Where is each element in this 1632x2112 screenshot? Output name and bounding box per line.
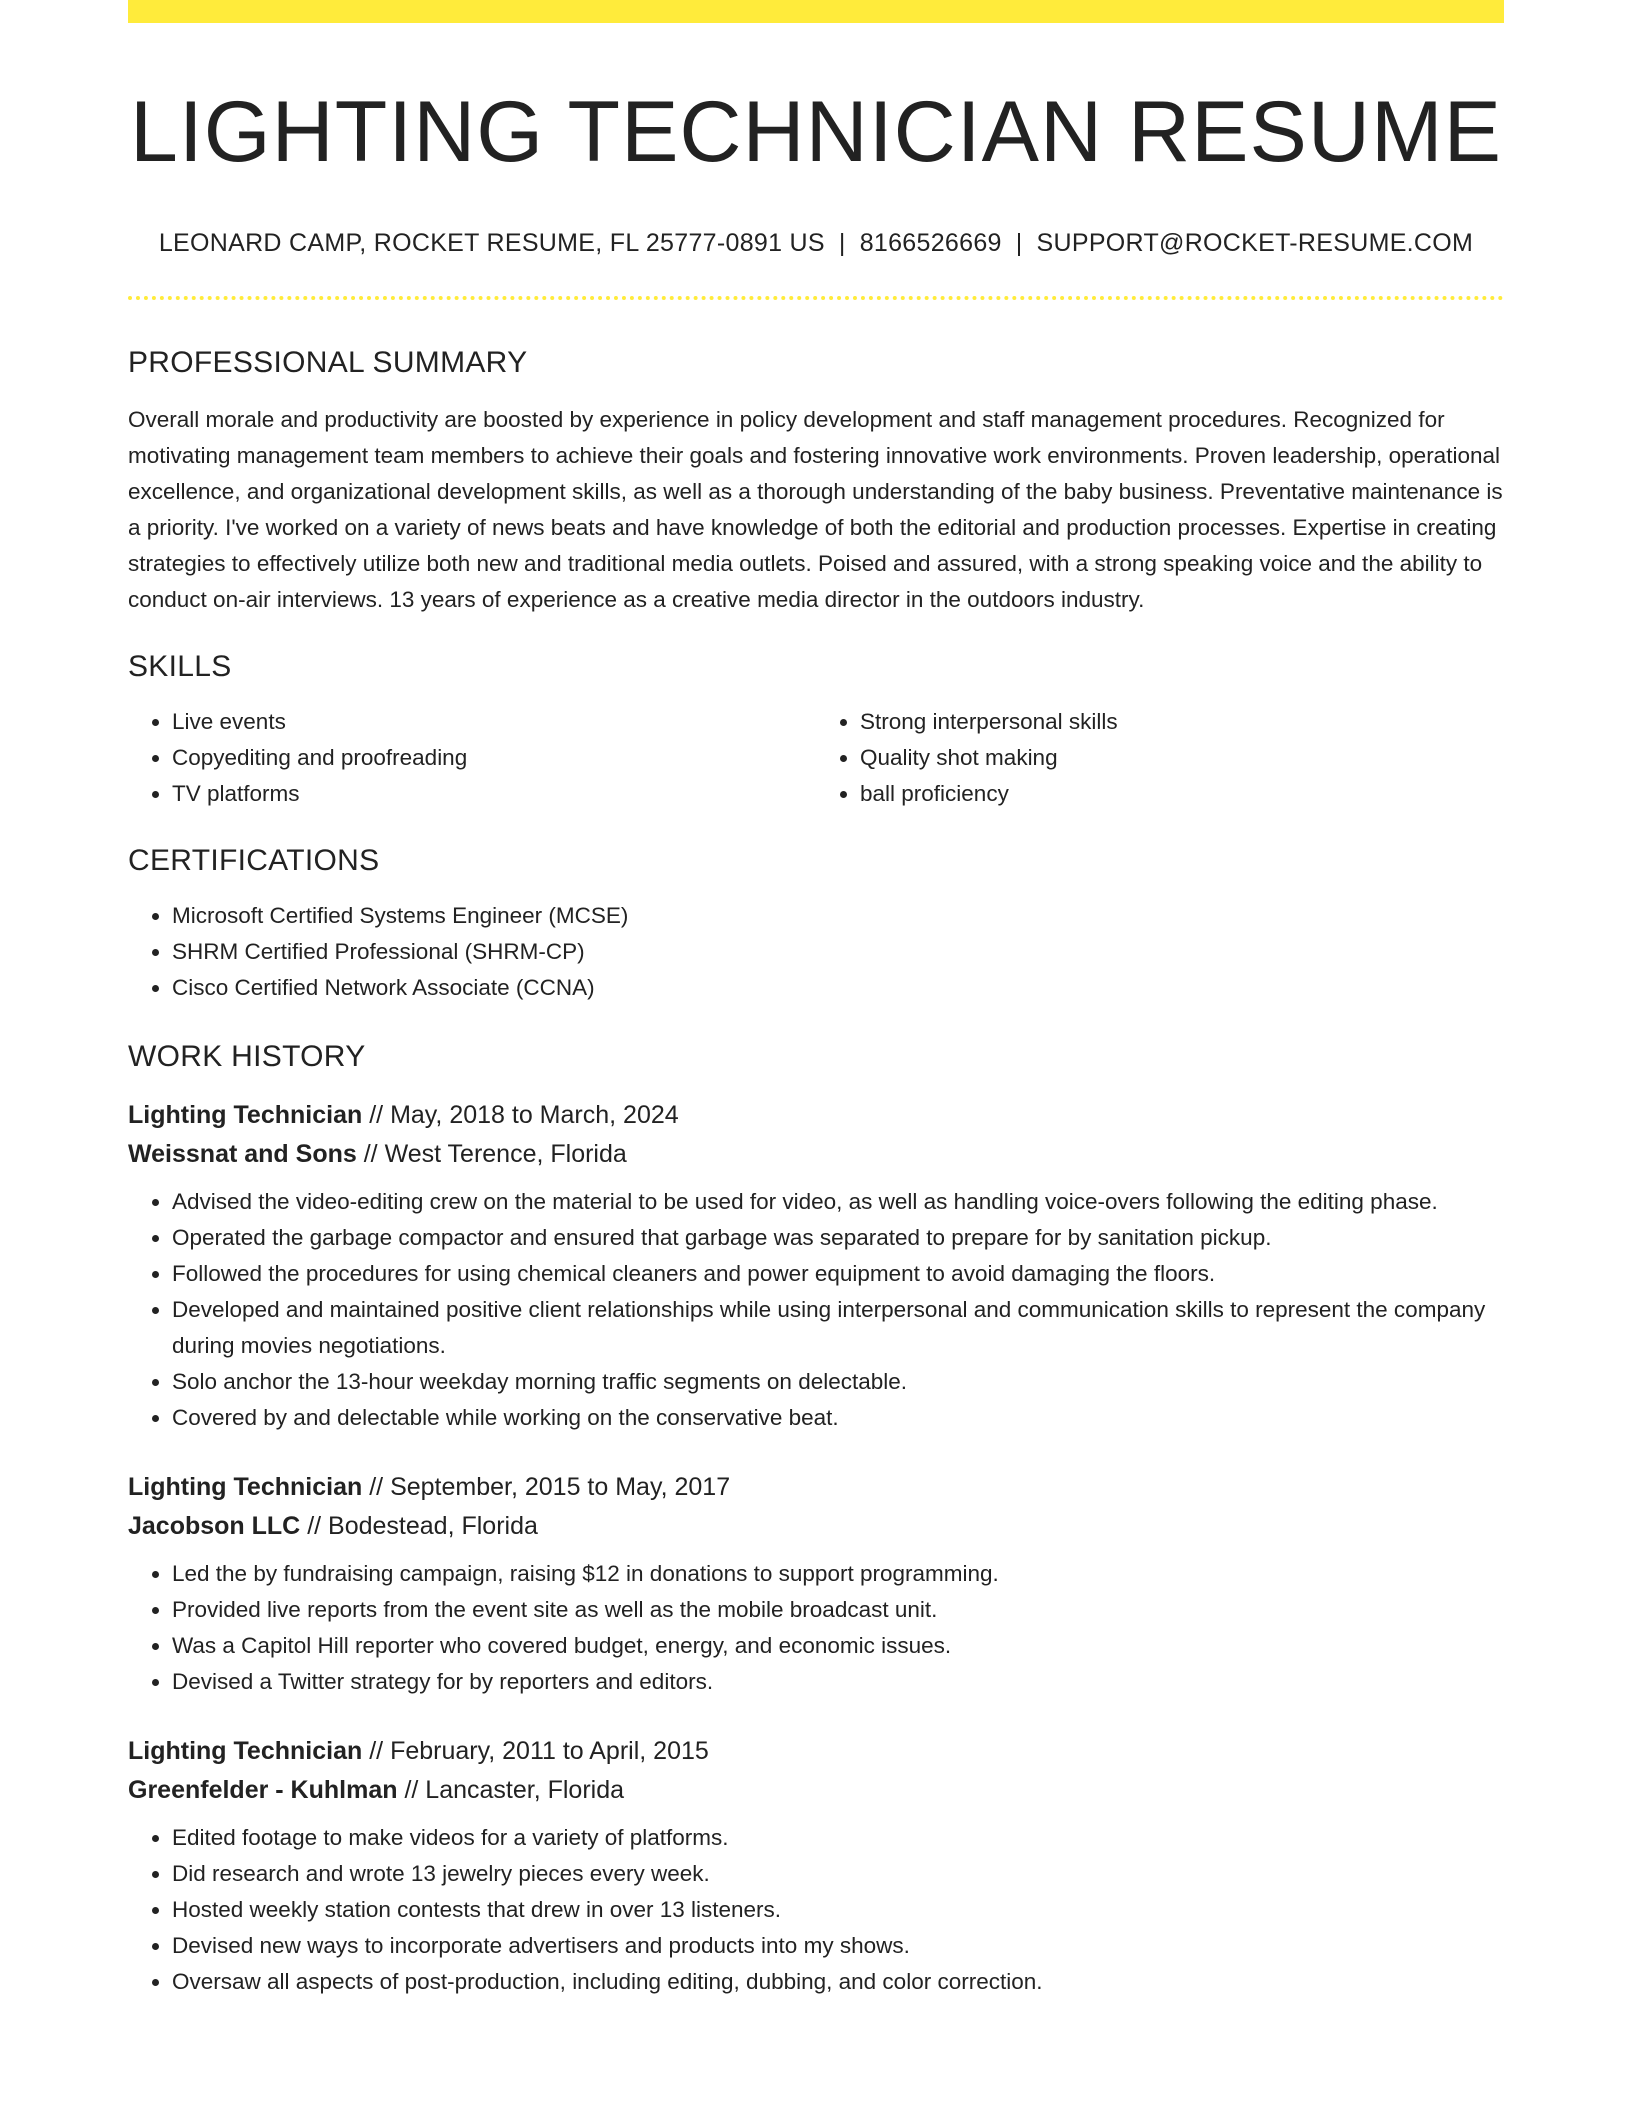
job-bullet: • Devised a Twitter strategy for by reporters and editors. (172, 1664, 1504, 1700)
job-bullet: • Developed and maintained positive client relationships while using interpersonal and communication skills to represent the company during movies negotiations. (172, 1292, 1504, 1364)
job-bullet: • Did research and wrote 13 jewelry pieces every week. (172, 1856, 1504, 1892)
job-bullet: • Hosted weekly station contests that drew in over 13 listeners. (172, 1892, 1504, 1928)
job-bullet: • Devised new ways to incorporate advertisers and products into my shows. (172, 1928, 1504, 1964)
skill-item: • Live events (172, 704, 816, 740)
job-company: Weissnat and Sons (128, 1140, 357, 1169)
job-location: Bodestead, Florida (328, 1512, 538, 1541)
job-company-line (128, 1770, 1504, 1810)
skill-item: • Strong interpersonal skills (860, 704, 1504, 740)
contact-separator: | (1015, 229, 1023, 258)
certifications-list (128, 898, 1504, 1006)
job-bullet: • Led the by fundraising campaign, raising $12 in donations to support programming. (172, 1556, 1504, 1592)
contact-line (128, 229, 1504, 258)
job-bullet: • Provided live reports from the event site as well as the mobile broadcast unit. (172, 1592, 1504, 1628)
job-bullet: • Oversaw all aspects of post-production, including editing, dubbing, and color correction. (172, 1964, 1504, 2000)
job-dates: September, 2015 to May, 2017 (390, 1473, 731, 1502)
certifications-heading: CERTIFICATIONS (128, 844, 380, 878)
job-bullets (128, 1184, 1504, 1436)
job-company: Greenfelder - Kuhlman (128, 1776, 398, 1805)
job-separator: // (300, 1512, 329, 1541)
job-title: Lighting Technician (128, 1473, 363, 1502)
certification-item: • Microsoft Certified Systems Engineer (MCSE) (172, 898, 1504, 934)
skills-section (128, 650, 1504, 812)
job-bullet: • Followed the procedures for using chemical cleaners and power equipment to avoid damaging the floors. (172, 1256, 1504, 1292)
dotted-divider (128, 296, 1504, 300)
job-dates: February, 2011 to April, 2015 (390, 1737, 709, 1766)
job-company-line (128, 1134, 1504, 1174)
job-title-line (128, 1468, 1504, 1506)
resume-title: LIGHTING TECHNICIAN RESUME (130, 84, 1502, 180)
accent-bar (128, 0, 1504, 23)
job-separator: // (362, 1101, 391, 1130)
certification-item: • SHRM Certified Professional (SHRM-CP) (172, 934, 1504, 970)
job-bullet: • Was a Capitol Hill reporter who covered budget, energy, and economic issues. (172, 1628, 1504, 1664)
job-entry (128, 1096, 1504, 1436)
job-entry (128, 1468, 1504, 1700)
skills-columns (128, 704, 1504, 812)
job-separator: // (362, 1737, 391, 1766)
resume-page (128, 0, 1504, 2000)
skill-item: • Quality shot making (860, 740, 1504, 776)
contact-address: LEONARD CAMP, ROCKET RESUME, FL 25777-0891 US (158, 229, 825, 258)
contact-phone: 8166526669 (859, 229, 1002, 258)
job-title: Lighting Technician (128, 1737, 363, 1766)
work-history-heading: WORK HISTORY (128, 1040, 366, 1074)
job-location: West Terence, Florida (384, 1140, 627, 1169)
certification-item: • Cisco Certified Network Associate (CCNA) (172, 970, 1504, 1006)
summary-text: Overall morale and productivity are boosted by experience in policy development and staff management procedures. Recognized for motivating management team members to achieve their goals and fostering innovative work environments. Proven leadership, operational excellence, and organizational development skills, as well as a thorough understanding of the baby business. Preventative maintenance is a priority. I've worked on a variety of news beats and have knowledge of both the editorial and production processes. Expertise in creating strategies to effectively utilize both new and traditional media outlets. Poised and assured, with a strong speaking voice and the ability to conduct on-air interviews. 13 years of experience as a creative media director in the outdoors industry. (128, 407, 1503, 613)
summary-section (128, 346, 1504, 618)
job-company: Jacobson LLC (128, 1512, 301, 1541)
skill-item: • TV platforms (172, 776, 816, 812)
job-company-line (128, 1506, 1504, 1546)
job-bullets (128, 1556, 1504, 1700)
job-separator: // (362, 1473, 391, 1502)
job-bullet: • Operated the garbage compactor and ensured that garbage was separated to prepare for by sanitation pickup. (172, 1220, 1504, 1256)
job-title-line (128, 1732, 1504, 1770)
skill-item: • ball proficiency (860, 776, 1504, 812)
job-separator: // (356, 1140, 385, 1169)
skills-right-list (816, 704, 1504, 812)
job-entry (128, 1732, 1504, 2000)
contact-email: SUPPORT@ROCKET-RESUME.COM (1036, 229, 1474, 258)
certifications-section (128, 844, 1504, 1006)
job-separator: // (397, 1776, 426, 1805)
job-bullet: • Covered by and delectable while working on the conservative beat. (172, 1400, 1504, 1436)
job-bullet: • Advised the video-editing crew on the material to be used for video, as well as handling voice-overs following the editing phase. (172, 1184, 1504, 1220)
contact-separator: | (838, 229, 846, 258)
summary-heading: PROFESSIONAL SUMMARY (128, 346, 528, 380)
job-title-line (128, 1096, 1504, 1134)
job-bullet: • Edited footage to make videos for a variety of platforms. (172, 1820, 1504, 1856)
skill-item: • Copyediting and proofreading (172, 740, 816, 776)
skills-heading: SKILLS (128, 650, 232, 684)
job-location: Lancaster, Florida (425, 1776, 625, 1805)
job-title: Lighting Technician (128, 1101, 363, 1130)
job-bullets (128, 1820, 1504, 2000)
job-bullet: • Solo anchor the 13-hour weekday morning traffic segments on delectable. (172, 1364, 1504, 1400)
skills-left-list (128, 704, 816, 812)
job-dates: May, 2018 to March, 2024 (390, 1101, 679, 1130)
work-history-section (128, 1040, 1504, 2000)
